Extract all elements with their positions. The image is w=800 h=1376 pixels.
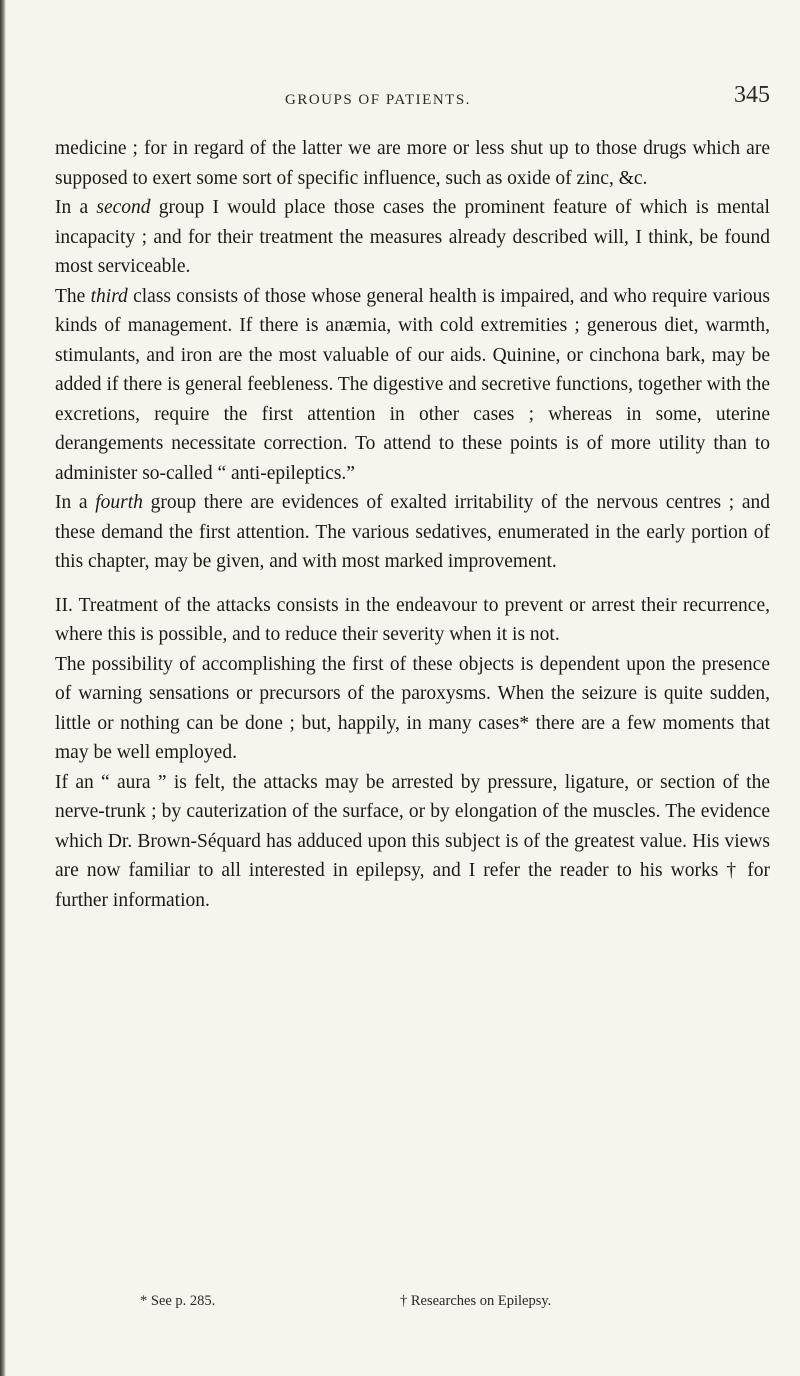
paragraph-possibility: The possibility of accomplishing the first of these objects is dependent upon the presence of warning sensations or precursors of the paroxysms. When the seizure is quite sudden, little or nothing can be done ; but, happily, in many cases* there are a few moments that may be well employed. [55,653,770,763]
footnote-researches: † Researches on Epilepsy. [400,1293,552,1309]
paragraph-medicine: medicine ; for in regard of the latter we are more or less shut up to those drugs which are supposed to exert some sort of specific influence, such as oxide of zinc, &c. [55,138,770,189]
page-number: 345 [734,82,770,108]
paragraph-treatment-attacks: II. Treatment of the attacks consists in the endeavour to prevent or arrest their recurrence, where this is possible, and to reduce their severity when it is not. [55,594,770,645]
italic-second: second [96,197,151,218]
italic-fourth: fourth [95,492,143,513]
paragraph-third-class: The third class consists of those whose general health is impaired, and who require various kinds of management. If there is anæmia, with cold extremities ; generous diet, warmth, stimulants, and iron are the most valuable of our aids. Quinine, or cinchona bark, may be added if there is general feebleness. The digestive and secretive functions, together with the excretions, require the first attention in other cases ; whereas in some, uterine derangements necessitate correction. To attend to these points is of more utility than to administer so-called “ anti-epileptics.” [55,285,770,484]
body-text [55,134,770,915]
running-head: GROUPS OF PATIENTS. [285,92,471,108]
paragraph-aura: If an “ aura ” is felt, the attacks may be arrested by pressure, ligature, or section of the nerve-trunk ; by cauterization of the surface, or by elongation of the muscles. The evidence which Dr. Brown-Séquard has adduced upon this subject is of the greatest value. His views are now familiar to all interested in epilepsy, and I refer the reader to his works † for further information. [55,771,770,911]
paragraph-second-group: In a second group I would place those cases the prominent feature of which is mental incapacity ; and for their treatment the measures already described will, I think, be found most serviceable. [55,197,770,277]
paragraph-fourth-group: In a fourth group there are evidences of exalted irritability of the nervous centres ; and these demand the first attention. The various sedatives, enumerated in the early portion of this chapter, may be given, and with most marked improvement. [55,492,770,572]
page-binding-edge [0,0,6,1376]
footnote-see-page: * See p. 285. [140,1293,216,1309]
page-header [50,80,770,120]
italic-third: third [90,285,128,307]
